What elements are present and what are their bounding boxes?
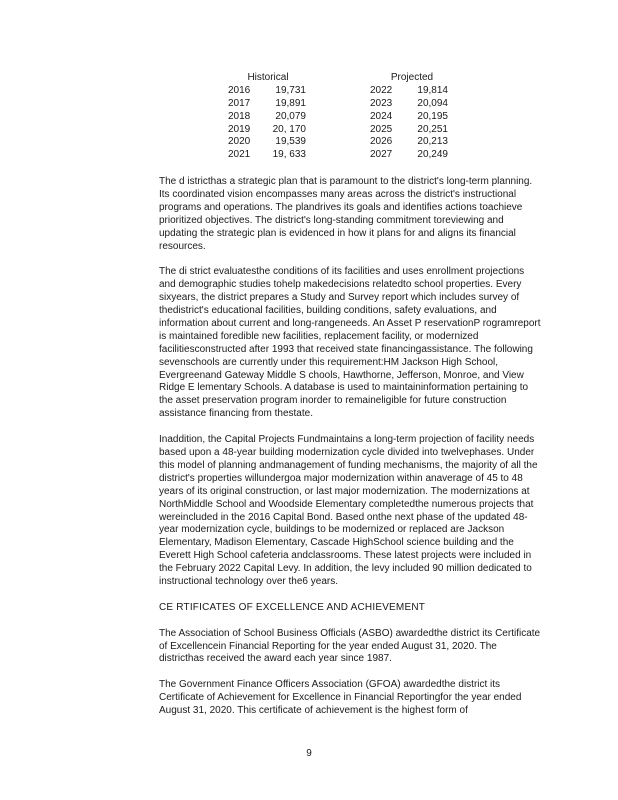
capital-projects-paragraph: Inaddition, the Capital Projects Fundmaintains a long-term projection of facility needs based upon a 48-year building modernization cycle divided into twelvephases. Under this model of planning andmanagement of funding mechanisms, the majority of all the district's properties willundergoa major modernization within anaverage of 45 to 48 years of its original construction, or last major modernization. The modernizations at NorthMiddle School and Woodside Elementary completedthe numerous projects that wereincluded in the 2016 Capital Bond. Based onthe next phase of the updated 48-year modernization cycle, buildings to be modernized or replaced are Jackson Elementary, Madison Elementary, Cascade HighSchool science building and the Everett High School cafeteria andclassrooms. These latest projects were included in the February 2022 Capital Levy. In addition, the levy included 90 million dedicated to instructional technology over the6 years. — [159, 434, 538, 588]
year-cell: 2026 — [370, 136, 393, 148]
value-cell: 20, 170 — [272, 123, 306, 135]
table-row — [370, 124, 460, 137]
asbo-paragraph: The Association of School Business Officials (ASBO) awardedthe district its Certificate of Excellencein Financial Reporting for the year ended August 31, 2020. The districthas received the award each year since 1987. — [159, 627, 541, 665]
value-cell: 20,094 — [417, 97, 448, 109]
historical-header: Historical — [247, 72, 289, 83]
value-cell: 19,891 — [275, 97, 306, 109]
year-cell: 2022 — [370, 84, 393, 96]
table-row — [228, 111, 318, 124]
value-cell: 19,814 — [417, 84, 448, 96]
year-cell: 2023 — [370, 97, 393, 109]
year-cell: 2020 — [228, 136, 251, 148]
table-row — [228, 149, 318, 162]
historical-enrollment-table — [228, 72, 318, 162]
year-cell: 2024 — [370, 110, 393, 122]
year-cell: 2021 — [228, 149, 251, 161]
value-cell: 20,251 — [417, 123, 448, 135]
projected-enrollment-table — [370, 72, 460, 162]
table-row — [228, 98, 318, 111]
table-row — [228, 136, 318, 149]
table-row — [370, 111, 460, 124]
value-cell: 20,195 — [417, 110, 448, 122]
table-row — [370, 149, 460, 162]
table-row — [228, 124, 318, 137]
year-cell: 2025 — [370, 123, 393, 135]
year-cell: 2019 — [228, 123, 251, 135]
value-cell: 19,539 — [275, 136, 306, 148]
table-row — [370, 98, 460, 111]
facilities-paragraph: The di strict evaluatesthe conditions of its facilities and uses enrollment projections and demographic studies tohelp makedecisions relatedto school properties. Every sixyears, the district prepares a Study and Survey report which includes survey of thedistrict's educational facilities, building conditions, safety evaluations, and information about current and long-rangeneeds. An Asset P reservationP rogramreport is maintained foredible new facilities, replacement facility, or modernized facilitiesconstructed after 1993 that received state financingassistance. The following sevenschools are currently under this requirement:HM Jackson High School, Evergreenand Gateway Middle S chools, Hawthorne, Jefferson, Monroe, and View Ridge E lementary Schools. A database is used to maintaininformation pertaining to the asset preservation program inorder to remaineligible for future construction assistance financing from thestate. — [159, 266, 541, 420]
year-cell: 2027 — [370, 149, 393, 161]
gfoa-paragraph: The Government Finance Officers Association (GFOA) awardedthe district its Certificate of Achievement for Excellence in Financial Reportingfor the year ended August 31, 2020. This certificate of achievement is the highest form of — [159, 679, 522, 717]
table-row — [370, 85, 460, 98]
year-cell: 2016 — [228, 84, 251, 96]
value-cell: 19, 633 — [272, 149, 306, 161]
value-cell: 20,213 — [417, 136, 448, 148]
table-row — [370, 136, 460, 149]
section-heading: CE RTIFICATES OF EXCELLENCE AND ACHIEVEMENT — [159, 601, 426, 613]
table-row — [228, 85, 318, 98]
body-text — [159, 176, 543, 731]
value-cell: 20,249 — [417, 149, 448, 161]
year-cell: 2017 — [228, 97, 251, 109]
value-cell: 19,731 — [275, 84, 306, 96]
value-cell: 20,079 — [275, 110, 306, 122]
year-cell: 2018 — [228, 110, 251, 122]
strategic-plan-paragraph: The d istricthas a strategic plan that is paramount to the district's long-term planning. Its coordinated vision encompasses many areas across the district's instructional programs and operations. The plandrives its goals and identifies actions toachieve prioritized objectives. The district's long-standing commitment toreviewing and updating the strategic plan is evidenced in how it plans for and aligns its financial resources. — [159, 176, 533, 252]
page-number: 9 — [306, 748, 312, 759]
projected-header: Projected — [390, 72, 434, 83]
